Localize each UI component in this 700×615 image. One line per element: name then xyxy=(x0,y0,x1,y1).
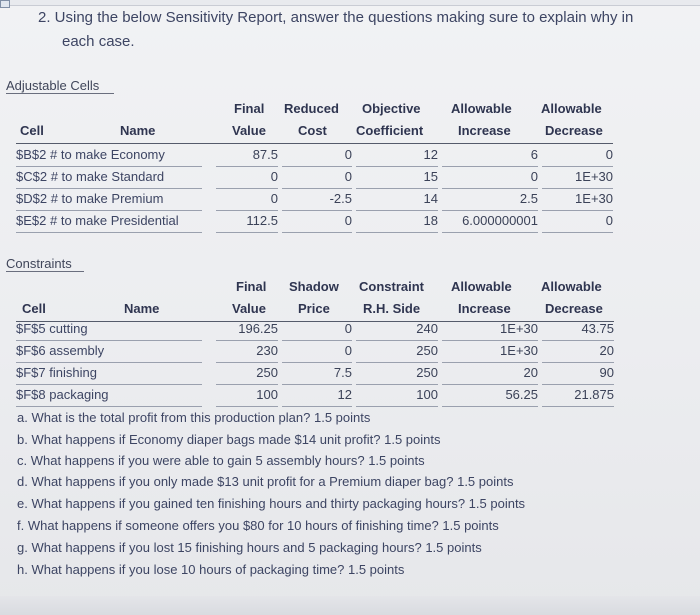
con-row-2-inc: 1E+30 xyxy=(442,340,538,363)
adj-row-1-final: 87.5 xyxy=(216,144,278,167)
adj-row-2-final: 0 xyxy=(216,166,278,189)
con-header-cell: Cell xyxy=(22,301,46,316)
con-header-rhs-2: R.H. Side xyxy=(363,301,421,316)
adj-row-2-cell-name xyxy=(16,166,202,189)
adj-header-inc-2: Increase xyxy=(458,123,511,138)
adj-row-1-dec: 0 xyxy=(542,144,613,167)
adj-row-2-inc: 0 xyxy=(442,166,538,189)
adj-header-name: Name xyxy=(120,123,156,138)
con-header-name: Name xyxy=(124,301,160,316)
con-header-shadow-2: Price xyxy=(298,301,330,316)
bottom-edge xyxy=(0,596,700,615)
adj-row-1-inc: 6 xyxy=(442,144,538,167)
adj-row-1-reduced: 0 xyxy=(282,144,352,167)
con-header-dec-2: Decrease xyxy=(545,301,603,316)
adj-row-3-reduced: -2.5 xyxy=(282,188,352,211)
con-row-3-dec: 90 xyxy=(542,362,614,385)
con-row-2-dec: 20 xyxy=(542,340,614,363)
con-row-3-rhs: 250 xyxy=(356,362,438,385)
adj-header-reduced-2: Cost xyxy=(298,123,327,138)
adj-row-1-coef: 12 xyxy=(356,144,438,167)
con-row-1-cell-name xyxy=(16,318,202,341)
question-e: e. What happens if you gained ten finishing hours and thirty packaging hours? 1.5 points xyxy=(17,496,526,511)
question-d: d. What happens if you only made $13 unit profit for a Premium diaper bag? 1.5 points xyxy=(17,474,514,489)
con-row-1-dec: 43.75 xyxy=(542,318,614,341)
adj-header-objective-2: Coefficient xyxy=(356,123,424,138)
cell-ref: $D$2 xyxy=(16,191,48,206)
cell-name: packaging xyxy=(49,387,109,402)
adj-row-3-coef: 14 xyxy=(356,188,438,211)
con-row-4-dec: 21.875 xyxy=(542,384,614,407)
adj-header-final-2: Value xyxy=(232,123,266,138)
con-header-inc-1: Allowable xyxy=(451,279,512,294)
adj-row-4-reduced: 0 xyxy=(282,210,352,233)
question-h: h. What happens if you lose 10 hours of packaging time? 1.5 points xyxy=(17,562,405,577)
con-row-1-inc: 1E+30 xyxy=(442,318,538,341)
question-b: b. What happens if Economy diaper bags made $14 unit profit? 1.5 points xyxy=(17,432,441,447)
cell-name: # to make Premium xyxy=(50,191,164,206)
con-row-4-rhs: 100 xyxy=(356,384,438,407)
adj-row-4-coef: 18 xyxy=(356,210,438,233)
con-row-3-shadow: 7.5 xyxy=(282,362,352,385)
adj-header-dec-1: Allowable xyxy=(541,101,602,116)
adj-row-3-dec: 1E+30 xyxy=(542,188,613,211)
adjustable-cells-table xyxy=(16,144,616,234)
con-row-3-cell-name xyxy=(16,362,202,385)
con-header-final-1: Final xyxy=(236,279,267,294)
adjustable-cells-label: Adjustable Cells xyxy=(6,78,114,94)
con-row-4-shadow: 12 xyxy=(282,384,352,407)
constraints-table xyxy=(16,318,616,406)
document-icon xyxy=(0,0,10,8)
con-header-dec-1: Allowable xyxy=(541,279,602,294)
con-row-1-final: 196.25 xyxy=(216,318,278,341)
cell-name: # to make Presidential xyxy=(50,213,179,228)
cell-ref: $F$5 xyxy=(16,321,46,336)
question-a: a. What is the total profit from this production plan? 1.5 points xyxy=(17,410,371,425)
cell-ref: $E$2 xyxy=(16,213,47,228)
cell-name: # to make Economy xyxy=(50,147,165,162)
prompt-line-1: 2. Using the below Sensitivity Report, answer the questions making sure to explain why in xyxy=(38,9,634,26)
adj-header-dec-2: Decrease xyxy=(545,123,603,138)
adj-row-4-inc: 6.000000001 xyxy=(442,210,538,233)
question-c: c. What happens if you were able to gain 5 assembly hours? 1.5 points xyxy=(17,453,425,468)
cell-name: # to make Standard xyxy=(50,169,165,184)
con-row-1-shadow: 0 xyxy=(282,318,352,341)
adj-row-4-dec: 0 xyxy=(542,210,613,233)
question-g: g. What happens if you lost 15 finishing hours and 5 packaging hours? 1.5 points xyxy=(17,540,482,555)
cell-ref: $C$2 xyxy=(16,169,48,184)
adj-header-inc-1: Allowable xyxy=(451,101,512,116)
cell-ref: $F$6 xyxy=(16,343,46,358)
con-row-2-cell-name xyxy=(16,340,202,363)
adj-row-2-reduced: 0 xyxy=(282,166,352,189)
adj-row-2-coef: 15 xyxy=(356,166,438,189)
adj-row-2-dec: 1E+30 xyxy=(542,166,613,189)
adj-header-final-1: Final xyxy=(234,101,265,116)
con-row-3-final: 250 xyxy=(216,362,278,385)
adj-row-3-final: 0 xyxy=(216,188,278,211)
con-row-3-inc: 20 xyxy=(442,362,538,385)
con-row-2-rhs: 250 xyxy=(356,340,438,363)
constraints-label: Constraints xyxy=(6,256,84,272)
con-row-4-cell-name xyxy=(16,384,202,407)
cell-ref: $F$7 xyxy=(16,365,46,380)
adj-row-4-final: 112.5 xyxy=(216,210,278,233)
adj-header-cell: Cell xyxy=(20,123,44,138)
question-f: f. What happens if someone offers you $80 for 10 hours of finishing time? 1.5 points xyxy=(17,518,499,533)
adj-row-3-cell-name xyxy=(16,188,202,211)
con-header-rhs-1: Constraint xyxy=(359,279,424,294)
con-row-1-rhs: 240 xyxy=(356,318,438,341)
cell-ref: $B$2 xyxy=(16,147,47,162)
cell-name: assembly xyxy=(49,343,105,358)
con-header-shadow-1: Shadow xyxy=(289,279,339,294)
con-header-final-2: Value xyxy=(232,301,266,316)
prompt-line-2: each case. xyxy=(62,33,135,50)
con-row-4-inc: 56.25 xyxy=(442,384,538,407)
con-header-inc-2: Increase xyxy=(458,301,511,316)
con-row-2-final: 230 xyxy=(216,340,278,363)
adj-header-reduced-1: Reduced xyxy=(284,101,339,116)
top-toolbar-strip xyxy=(0,0,700,6)
adj-row-1-cell-name xyxy=(16,144,202,167)
cell-ref: $F$8 xyxy=(16,387,46,402)
cell-name: finishing xyxy=(49,365,97,380)
con-row-2-shadow: 0 xyxy=(282,340,352,363)
adj-row-3-inc: 2.5 xyxy=(442,188,538,211)
adj-header-objective-1: Objective xyxy=(362,101,421,116)
adj-row-4-cell-name xyxy=(16,210,202,233)
cell-name: cutting xyxy=(49,321,88,336)
con-row-4-final: 100 xyxy=(216,384,278,407)
